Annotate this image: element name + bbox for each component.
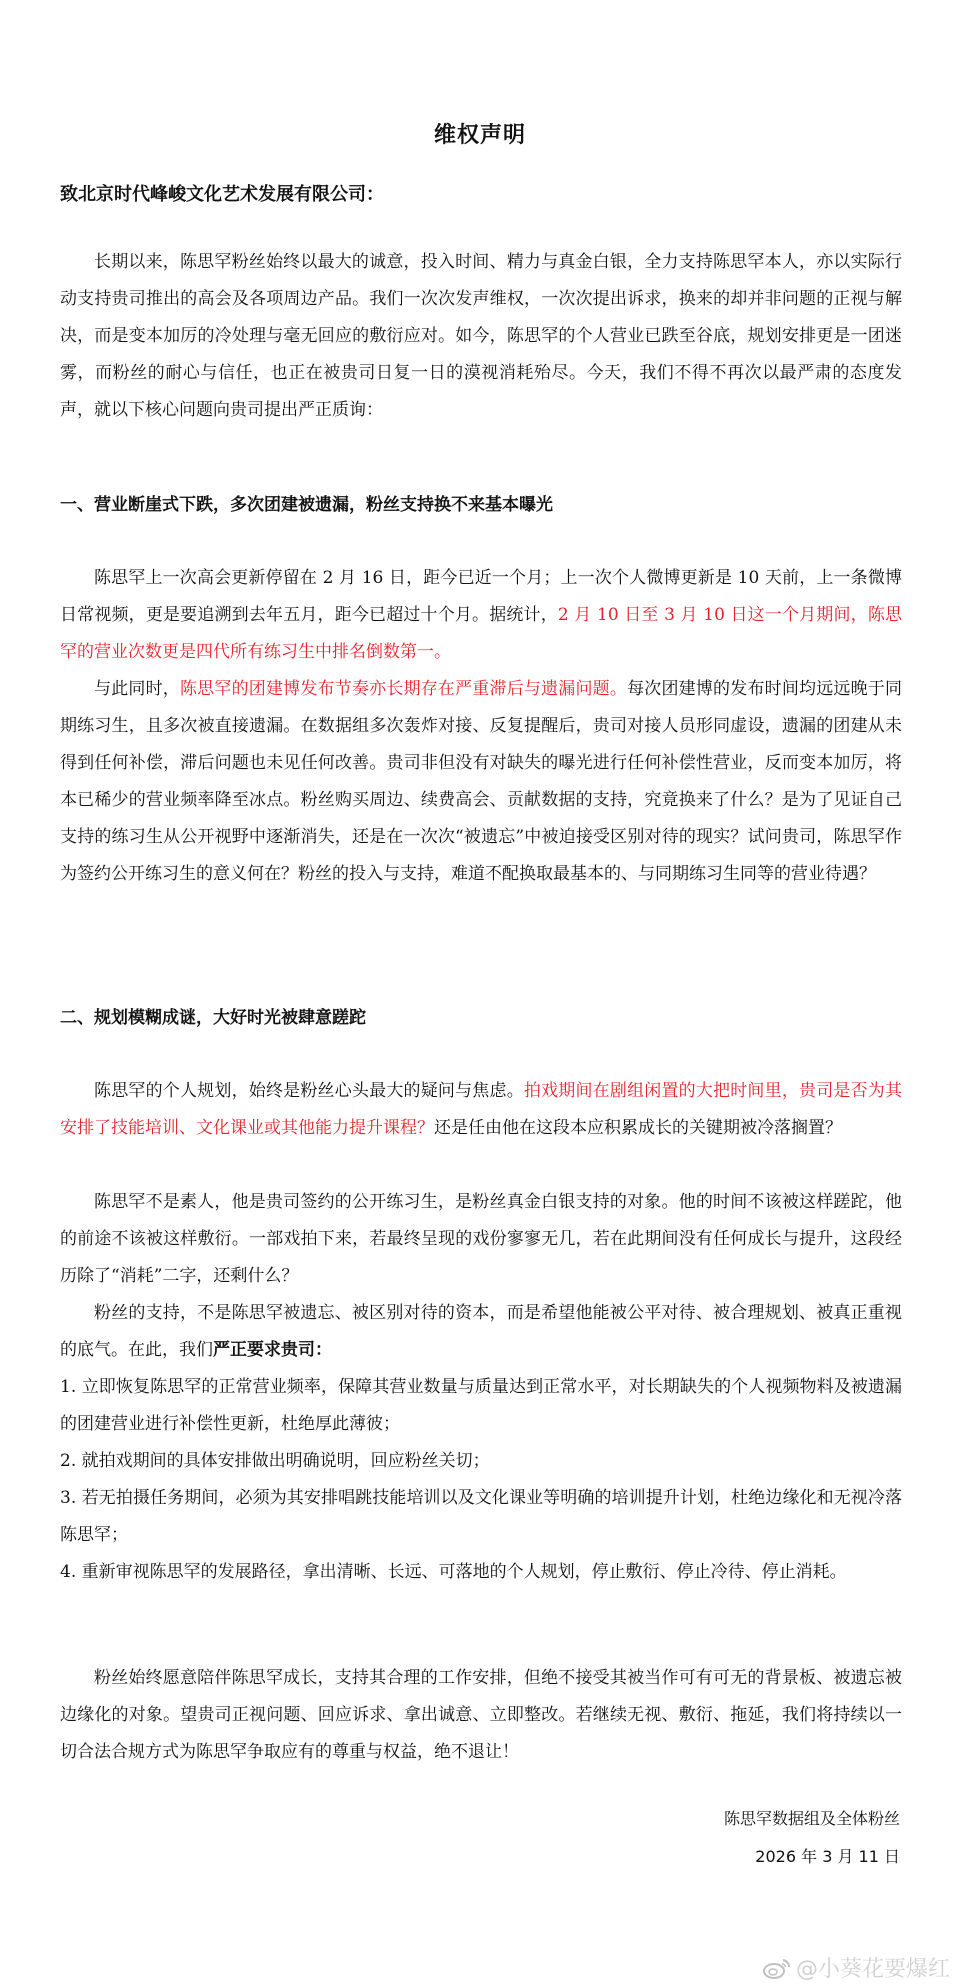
- section1-p1-highlight: 2 月 10 日至 3 月 10 日这一个月期间，陈思罕的营业次数更是四代所有练习生中排名倒数第一。: [60, 605, 902, 662]
- demand-item-3: 3. 若无拍摄任务期间，必须为其安排唱跳技能培训以及文化课业等明确的培训提升计划，杜绝边缘化和无视冷落陈思罕；: [60, 1488, 902, 1545]
- closing-paragraph: 粉丝始终愿意陪伴陈思罕成长，支持其合理的工作安排，但绝不接受其被当作可有可无的背景板、被遗忘被边缘化的对象。望贵司正视问题、回应诉求、拿出诚意、立即整改。若继续无视、敷衍、拖延，我们将持续以一切合法合规方式为陈思罕争取应有的尊重与权益，绝不退让！: [60, 1668, 902, 1762]
- document-title: 维权声明: [433, 123, 526, 148]
- weibo-icon: [762, 1957, 792, 1979]
- signature-date: 2026 年 3 月 11 日: [755, 1847, 900, 1866]
- section2-p3-text: 粉丝的支持，不是陈思罕被遗忘、被区别对待的资本，而是希望他能被公平对待、被合理规划、被真正重视的底气。在此，我们: [60, 1303, 902, 1360]
- intro-paragraph: 长期以来，陈思罕粉丝始终以最大的诚意，投入时间、精力与真金白银，全力支持陈思罕本人，亦以实际行动支持贵司推出的高会及各项周边产品。我们一次次发声维权，一次次提出诉求，换来的却并非问题的正视与解决，而是变本加厉的冷处理与毫无回应的敷衍应对。如今，陈思罕的个人营业已跌至谷底，规划安排更是一团迷雾，而粉丝的耐心与信任，也正在被贵司日复一日的漠视消耗殆尽。今天，我们不得不再次以最严肃的态度发声，就以下核心问题向贵司提出严正质询：: [60, 252, 902, 420]
- section2-heading: 二、规划模糊成谜，大好时光被肆意蹉跎: [60, 1008, 366, 1028]
- section1-p2-text-a: 与此同时，: [94, 679, 180, 699]
- section2-p3-demand-lead: 严正要求贵司：: [213, 1340, 332, 1360]
- section2-paragraph1: [60, 1073, 902, 1147]
- section2-p1-text-a: 陈思罕的个人规划，始终是粉丝心头最大的疑问与焦虑。: [94, 1081, 524, 1101]
- demand-item-1: 1. 立即恢复陈思罕的正常营业频率，保障其营业数量与质量达到正常水平，对长期缺失的个人视频物料及被遗漏的团建营业进行补偿性更新，杜绝厚此薄彼；: [60, 1377, 902, 1434]
- section1-paragraph2: [60, 671, 902, 893]
- addressee: 致北京时代峰峻文化艺术发展有限公司：: [60, 184, 384, 205]
- section1-p1-text: 陈思罕上一次高会更新停留在 2 月 16 日，距今已近一个月；上一次个人微博更新是 10 天前，上一条微博日常视频，更是要追溯到去年五月，距今已超过十个月。据统计，: [60, 568, 902, 625]
- signature-block: [724, 1800, 900, 1876]
- section2-paragraph2: 陈思罕不是素人，他是贵司签约的公开练习生，是粉丝真金白银支持的对象。他的时间不该被这样蹉跎，他的前途不该被这样敷衍。一部戏拍下来，若最终呈现的戏份寥寥无几，若在此期间没有任何成长与提升，这段经历除了“消耗”二字，还剩什么？: [60, 1192, 902, 1286]
- section2-p1-text-b: 还是任由他在这段本应积累成长的关键期被冷落搁置？: [434, 1118, 842, 1138]
- section1-p2-highlight: 陈思罕的团建博发布节奏亦长期存在严重滞后与遗漏问题。: [179, 679, 628, 699]
- section1-p2-text-b: 每次团建博的发布时间均远远晚于同期练习生，且多次被直接遗漏。在数据组多次轰炸对接、反复提醒后，贵司对接人员形同虚设，遗漏的团建从未得到任何补偿，滞后问题也未见任何改善。贵司非但没有对缺失的曝光进行任何补偿性营业，反而变本加厉，将本已稀少的营业频率降至冰点。粉丝购买周边、续费高会、贡献数据的支持，究竟换来了什么？是为了见证自己支持的练习生从公开视野中逐渐消失，还是在一次次“被遗忘”中被迫接受区别对待的现实？试问贵司，陈思罕作为签约公开练习生的意义何在？粉丝的投入与支持，难道不配换取最基本的、与同期练习生同等的营业待遇？: [60, 679, 903, 884]
- section1-heading: 一、营业断崖式下跌，多次团建被遗漏，粉丝支持换不来基本曝光: [60, 495, 553, 515]
- watermark: [762, 1952, 950, 1983]
- section1-paragraph1: [60, 560, 902, 671]
- section2-paragraph3: [60, 1295, 902, 1369]
- demand-item-4: 4. 重新审视陈思罕的发展路径，拿出清晰、长远、可落地的个人规划，停止敷衍、停止冷待、停止消耗。: [60, 1562, 847, 1582]
- watermark-text: @小葵花要爆红: [795, 1957, 950, 1982]
- demand-item-2: 2. 就拍戏期间的具体安排做出明确说明，回应粉丝关切；: [60, 1451, 490, 1471]
- section2-p1-highlight: 拍戏期间在剧组闲置的大把时间里，贵司是否为其安排了技能培训、文化课业或其他能力提升课程？: [60, 1081, 902, 1138]
- signature-author: 陈思罕数据组及全体粉丝: [723, 1809, 900, 1828]
